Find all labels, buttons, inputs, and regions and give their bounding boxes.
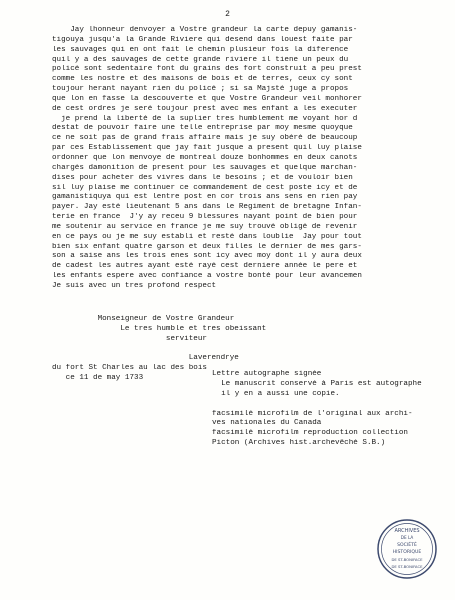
- closing-line: Monseigneur de Vostre Grandeur: [52, 315, 235, 323]
- body-line: Je suis avec un tres profond respect: [52, 281, 217, 290]
- note-autograph: [212, 370, 447, 400]
- body-line: toujour herant nayant rien du policé ; si sa Majsté juge a propos: [52, 85, 349, 94]
- note-line: il y en a aussi une copie.: [212, 389, 340, 398]
- date-line: ce 11 de may 1733: [52, 374, 144, 383]
- archival-notes: [212, 370, 447, 459]
- body-line: quil y a des sauvages de cette grande riviere il tiene un peux du: [52, 55, 349, 64]
- stamp-text: SOCIÉTÉ: [397, 543, 417, 548]
- stamp-text: DE LA: [400, 535, 414, 540]
- body-line: que lon en fasse la descouverte et que Vostre Grandeur veil monhorer: [52, 94, 362, 103]
- place-line: du fort St Charles au lac des bois: [52, 364, 207, 373]
- archive-stamp: [376, 518, 438, 580]
- body-line: son a saise ans les trois enes sont icy avec moy dont il y aura deux: [52, 252, 362, 261]
- note-line: ves nationales du Canada: [212, 419, 322, 428]
- stamp-text: ARCHIVES: [394, 528, 420, 534]
- body-line: terie en france J'y ay receu 9 blessures nayant point de bien pour: [52, 213, 358, 222]
- body-line: bien six enfant quatre garson et deux filles le dernier de mes gars-: [52, 242, 362, 251]
- note-line: facsimilé microfilm reproduction collection: [212, 429, 408, 438]
- body-line: je prend la liberté de la suplier tres humblement me voyant hor d: [52, 114, 358, 123]
- note-line: facsimilé microfilm de l'original aux archi-: [212, 409, 413, 418]
- body-line: de cadest les autres ayant esté rayé cest derniere année le pere et: [52, 262, 358, 271]
- body-line: me soutenir au service en france je me suy trouvé obligé de revenir: [52, 222, 358, 231]
- closing-line: Le tres humble et tres obeissant: [52, 324, 267, 333]
- body-line: les sauvages qui en ont fait le chemin plusieur fois la diference: [52, 45, 349, 54]
- letter-body: [52, 26, 444, 292]
- body-line: comme les nostre et des maisons de bois et de terres, ceux cy sont: [52, 75, 353, 84]
- body-line: chargés damonition de present pour les sauvages et quelque marchan-: [52, 163, 358, 172]
- body-line: tigouya jusqu'a la Grande Riviere qui desend dans louest faite par: [52, 35, 353, 44]
- note-line: Le manuscrit conservé à Paris est autographe: [212, 379, 422, 388]
- stamp-text: HISTORIQUE: [392, 550, 422, 555]
- stamp-text: DE ST-BONIFACE: [391, 557, 423, 562]
- body-line: ce ne soit pas de grand frais affaire mais je suy obéré de beaucoup: [52, 134, 358, 143]
- body-line: gamanistiquya qui est lentre post en cor trois ans sens en rien pay: [52, 193, 358, 202]
- closing-line: [52, 345, 444, 355]
- stamp-text: DE ST-BONIFACE: [391, 564, 423, 569]
- page-number: 2: [225, 10, 230, 19]
- body-line: Jay lhonneur denvoyer a Vostre grandeur la carte depuy gamanis-: [52, 26, 358, 34]
- closing-line: serviteur: [52, 334, 207, 343]
- body-line: policé sont sedentaire font du grains des fort construit a peu prest: [52, 65, 362, 74]
- body-line: les enfants espere avec confiance a vostre bonté pour leur avancemen: [52, 272, 362, 281]
- signature: Laverendrye: [52, 354, 239, 363]
- body-line: destat de pouvoir faire une telle entreprise par moy mesme quoyque: [52, 124, 353, 133]
- note-microfilm: [212, 410, 447, 449]
- body-line: de cest ordres je seré toujour prest avec mes enfant a les executer: [52, 104, 358, 113]
- note-line: Picton (Archives hist.archevêché S.B.): [212, 439, 386, 448]
- body-line: ordonner que lon menvoye de montreal douze bonhommes en deux canots: [52, 153, 358, 162]
- note-line: Lettre autographe signée: [212, 370, 322, 378]
- body-line: en ce pays ou je me suy establi et resté dans loublie Jay pour tout: [52, 232, 362, 241]
- body-line: dises pour acheter des vivres dans le besoins ; et de vouloir bien: [52, 173, 353, 182]
- body-line: sil luy plaise me continuer ce commandement de cest poste icy et de: [52, 183, 358, 192]
- body-line: par ces Establissement que jay fait jusque a present quil luy plaise: [52, 144, 362, 153]
- body-line: payer. Jay esté lieutenant 5 ans dans le Regiment de bretagne Infan-: [52, 203, 362, 212]
